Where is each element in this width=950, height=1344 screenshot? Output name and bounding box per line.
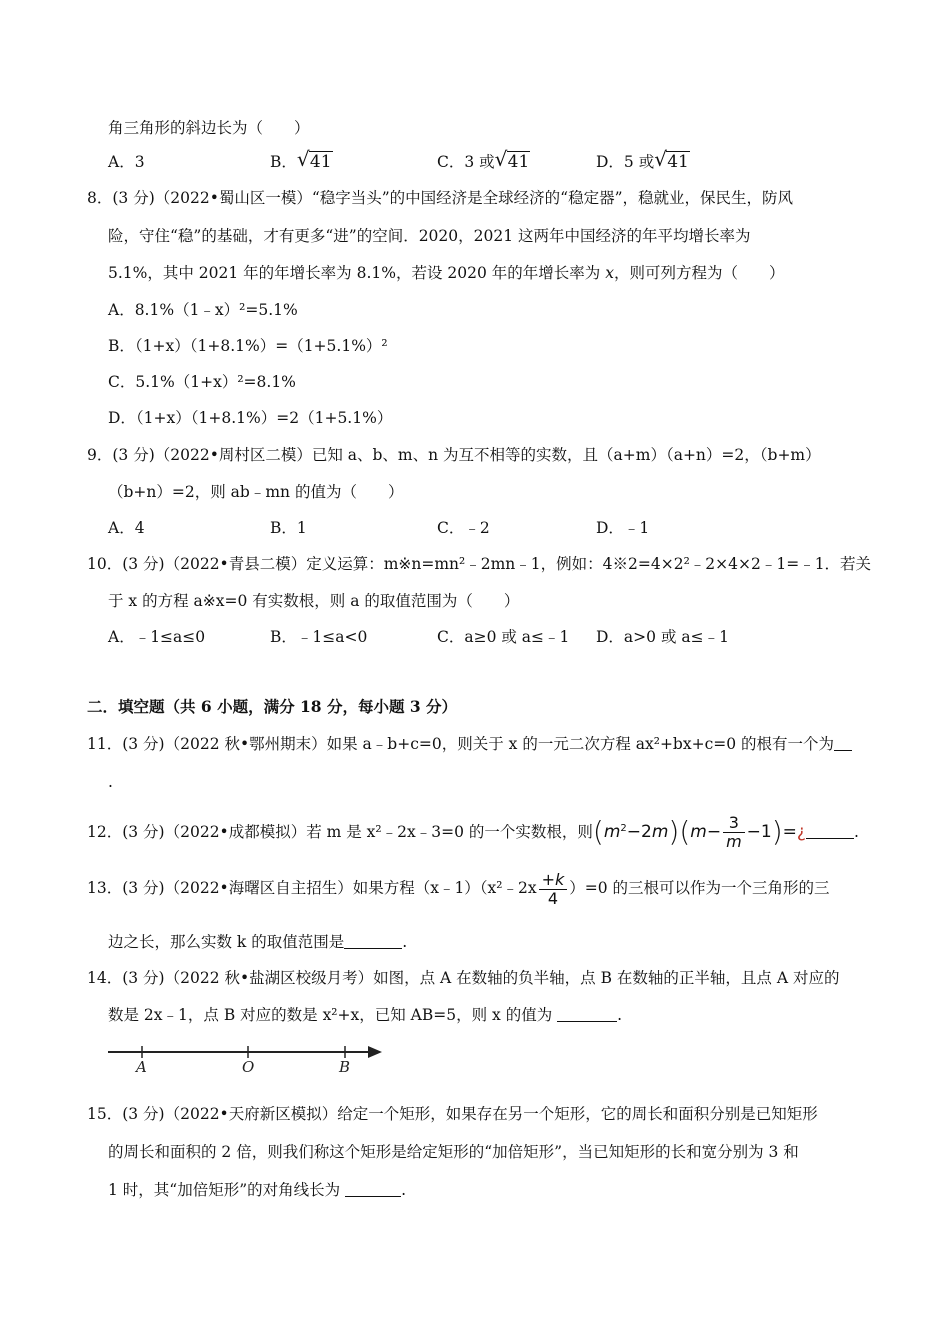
point-label-b: B — [339, 1058, 351, 1076]
number-line-arrow-icon — [368, 1046, 382, 1058]
q10-option-b: B．﹣1≤a<0 — [270, 628, 368, 646]
q7-option-b-sqrt: √ 41 — [296, 147, 332, 172]
q9-stem-line2: （b+n）=2，则 ab﹣mn 的值为（ ） — [108, 483, 404, 501]
q8-stem-line3-a: 5.1%，其中 2021 年的年增长率为 8.1%，若设 2020 年的年增长率为 — [108, 264, 606, 282]
q14-answer-blank[interactable] — [557, 1005, 617, 1022]
q13-fraction-numerator: +k — [539, 871, 568, 890]
q8-stem-line2: 险，守住“稳”的基础，才有更多“进”的空间．2020，2021 这两年中国经济的年平均增长率为 — [108, 227, 751, 245]
q8-option-b: B．（1+x）（1+8.1%）=（1+5.1%）² — [108, 337, 388, 355]
q11-stem-line2: . — [108, 773, 113, 791]
q10-option-d: D．a>0 或 a≤﹣1 — [596, 628, 729, 646]
q13-stem-line1 — [87, 868, 830, 908]
q15-stem-line1: 15．(3 分)（2022•天府新区模拟）给定一个矩形，如果存在另一个矩形，它的周长和面积分别是已知矩形 — [87, 1105, 818, 1123]
q12-stem-text: 12．(3 分)（2022•成都模拟）若 m 是 x²﹣2x﹣3=0 的一个实数根，则 — [87, 823, 593, 841]
q7-option-d-label: D．5 或 — [596, 153, 655, 171]
q13-answer-blank[interactable] — [344, 932, 402, 949]
q12-glyph-error: ¿ — [796, 822, 806, 842]
q8-option-d: D．（1+x）（1+8.1%）=2（1+5.1%） — [108, 409, 393, 427]
section-heading-fill-in: 二．填空题（共 6 小题，满分 18 分，每小题 3 分） — [87, 697, 458, 716]
q15-stem-line3 — [108, 1180, 406, 1200]
q7-option-b — [270, 147, 333, 172]
q7-option-c-label: C．3 或 — [437, 153, 495, 171]
q7-option-a: A．3 — [108, 153, 145, 171]
point-label-o: O — [242, 1058, 255, 1076]
q7-option-d-radicand: 41 — [667, 152, 689, 172]
q9-option-b: B．1 — [270, 519, 307, 537]
q14-number-line-figure — [100, 1038, 390, 1078]
q10-stem-line1: 10．(3 分)（2022•青县二模）定义运算：m※n=mn²﹣2mn﹣1，例如：4※2=4×2²﹣2×4×2﹣1=﹣1．若关 — [87, 555, 872, 573]
q12-fraction-numerator: 3 — [723, 814, 745, 833]
q12-fraction — [723, 814, 745, 851]
q8-stem-line3-b: ，则可列方程为（ ） — [613, 264, 785, 282]
q11-answer-blank[interactable] — [834, 734, 852, 751]
q13-stem-text: 13．(3 分)（2022•海曙区自主招生）如果方程（x﹣1）（x²﹣2x — [87, 879, 537, 897]
q7-option-c-radicand: 41 — [507, 152, 530, 172]
q10-stem-line2: 于 x 的方程 a※x=0 有实数根，则 a 的取值范围为（ ） — [108, 592, 520, 610]
q7-option-b-radicand: 41 — [309, 152, 332, 172]
q10-option-c: C．a≥0 或 a≤﹣1 — [437, 628, 570, 646]
q12-expression: $(m^2-2m)(m-$ $\frac{3}{m}$ −1)=¿ — [592, 812, 806, 851]
q13-stem-text-end: ）=0 的三根可以作为一个三角形的三 — [569, 879, 830, 897]
q10-option-a: A．﹣1≤a≤0 — [108, 628, 206, 646]
q15-period: . — [401, 1181, 407, 1199]
q15-answer-blank[interactable] — [345, 1180, 401, 1197]
q9-option-a: A．4 — [108, 519, 145, 537]
q8-stem-line3 — [108, 263, 784, 283]
q13-fraction-denominator: 4 — [547, 888, 559, 908]
q7-option-d-sqrt: √ 41 — [654, 147, 689, 172]
q13-stem-line2-text: 边之长，那么实数 k 的取值范围是 — [108, 933, 345, 951]
q7-stem-continuation: 角三角形的斜边长为（ ） — [108, 119, 310, 137]
point-label-a: A — [136, 1058, 147, 1076]
q11-stem-line1 — [87, 734, 852, 754]
q14-stem-line2-text: 数是 2x﹣1，点 B 对应的数是 x²+x，已知 AB=5，则 x 的值为 — [108, 1006, 553, 1024]
q12-fraction-denominator: m — [726, 831, 742, 851]
q9-stem-line1: 9．(3 分)（2022•周村区二模）已知 a、b、m、n 为互不相等的实数，且（a+m）（a+n）=2，（b+m） — [87, 446, 821, 464]
q14-stem-line2 — [108, 1005, 622, 1025]
q13-stem-line2 — [108, 932, 407, 952]
q8-option-a: A．8.1%（1﹣x）²=5.1% — [108, 301, 298, 319]
q7-option-d — [596, 147, 690, 172]
q8-variable-x: x — [605, 264, 614, 282]
q12-stem — [87, 812, 859, 852]
q14-stem-line1: 14．(3 分)（2022 秋•盐湖区校级月考）如图，点 A 在数轴的负半轴，点 B 在数轴的正半轴，且点 A 对应的 — [87, 969, 840, 987]
q15-stem-line3-text: 1 时，其“加倍矩形”的对角线长为 — [108, 1181, 341, 1199]
q7-option-c-sqrt: √ 41 — [494, 147, 530, 172]
q8-option-c: C．5.1%（1+x）²=8.1% — [108, 373, 296, 391]
q7-option-c — [437, 147, 530, 172]
q9-option-c: C．﹣2 — [437, 519, 490, 537]
q9-option-d: D．﹣1 — [596, 519, 650, 537]
q11-stem-text: 11．(3 分)（2022 秋•鄂州期末）如果 a﹣b+c=0，则关于 x 的一元二次方程 ax²+bx+c=0 的根有一个为 — [87, 735, 835, 753]
q8-stem-line1: 8．(3 分)（2022•蜀山区一模）“稳字当头”的中国经济是全球经济的“稳定器”，稳就业，保民生，防风 — [87, 189, 794, 207]
q7-option-b-label: B． — [270, 153, 297, 171]
q13-fraction — [539, 871, 568, 908]
q12-answer-blank[interactable] — [806, 822, 854, 839]
q13-period: . — [402, 933, 408, 951]
q14-period: . — [617, 1006, 623, 1024]
q12-period: . — [853, 823, 859, 841]
q15-stem-line2: 的周长和面积的 2 倍，则我们称这个矩形是给定矩形的“加倍矩形”，当已知矩形的长和宽分别为 3 和 — [108, 1143, 799, 1161]
